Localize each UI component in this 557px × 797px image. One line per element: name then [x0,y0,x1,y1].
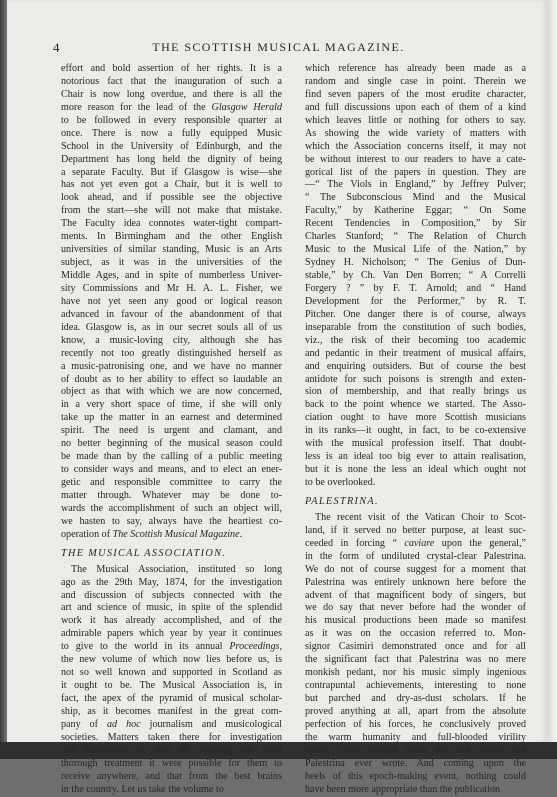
text-line: Chair is now long overdue, and there is all the [61,88,282,100]
text-line: know, a music-loving city, although she has [61,334,282,346]
text-line: subject, as it was in the universities of the [61,257,282,269]
text-line: have been more appropriate than the publication [305,783,501,795]
text-line: Forgery ? ” by F. T. Arnold; and “ Hand [305,282,526,294]
text-line: back to the point whence we started. The Asso- [305,399,526,411]
text-line: and pedantic in their treatment of musical affairs, [305,347,526,359]
text-line: Music to the Musical Life of the Nation,” by [305,244,526,256]
text-line: no better beginning of the musical season could [61,438,282,450]
text-line: ago as the 29th May, 1874, for the investigation [61,576,282,588]
text-line: once. There is now a fully equipped Music [61,127,282,139]
text-line: art and science of music, in spite of the splendid [61,602,282,614]
text-line: we hasten to say, always have the heartiest co- [61,515,282,527]
right-column [305,63,526,797]
text-line: his musical productions been made so manifest [305,615,526,627]
text-line: as it was on the occasion referred to. Mon- [305,628,526,640]
text-line: School in the University of Edinburgh, and the [61,140,282,152]
text-line: ciation ought to have more Scottish musicians [305,412,526,424]
text-line: advent of that magnificent body of singers, but [305,589,526,601]
text-line: take up the matter in an earnest and determined [61,412,282,424]
text-line: societies. Matters taken there for investigation [61,731,282,743]
text-line: ceeded in forcing “ caviare upon the general,” [305,537,526,549]
text-line: find seven papers of the most erudite character, [305,88,526,100]
text-line: we do say that never before had the wonder of [305,602,526,614]
text-line: a music-patronising one, and we have no manner [61,360,282,372]
right-paragraph-2 [305,512,526,797]
text-line: have not yet seen any good or logical reason [61,295,282,307]
left-column [61,63,282,797]
text-line: inseparable from the constitution of such bodies, [305,321,526,333]
text-line: more reason for the lead of the Glasgow Herald [61,101,282,113]
text-line: wards the accomplishment of such an object will, [61,502,282,514]
text-line: to consider ways and means, and to elect an ener- [61,464,282,476]
text-line: admirable papers which year by year it continues [61,628,282,640]
text-line: fact, the apex of the pyramid of musical scholar- [61,693,282,704]
text-line: universities of similar standing, Music is an Arts [61,244,282,256]
text-line: the warm humanity and full-blooded virility [305,731,526,743]
text-line: look ahead, and if possible see the objective [61,192,282,204]
section-heading-palestrina: PALESTRINA. [305,495,379,507]
text-line: gorical list of the papers in question. They are [305,166,526,178]
text-line: Palestrina was entirely unknown here before the [305,576,526,588]
text-line: which flows through every bar and phrase that [305,744,526,756]
text-line: with the musical profession itself. That doubt- [305,438,526,450]
right-paragraph-1 [305,63,526,490]
text-line: Faculty,” by Katherine Eggar; “ On Some [305,205,526,217]
running-title: THE SCOTTISH MUSICAL MAGAZINE. [152,40,405,54]
text-line: in the form of undiluted crystal-clear Palestrina. [305,550,526,562]
text-line: be made than by the calling of a public meeting [61,451,282,463]
text-line: in a very short space of time, if she will only [61,399,282,411]
text-line: thorough treatment it were possible for them to [61,757,282,769]
text-line: Pitcher. One danger there is of course, always [305,308,526,320]
text-line: recently not too greatly distinguished herself as [61,347,282,359]
section-heading-musical-association: THE MUSICAL ASSOCIATION. [61,547,227,559]
text-line: advanced in favour of the abandonment of that [61,308,282,320]
text-line: The Faculty idea connotes water-tight compart- [61,218,282,230]
text-line: —“ The Viols in England,” by Jeffrey Pulver; [305,179,526,191]
text-line: perfection of his forces, he conclusively proved [305,718,526,730]
text-line: object as that with which we are now concerned, [61,386,282,398]
text-line: getic and responsible committee to carry the [61,477,282,488]
text-line: and discussion are sure of receiving the most [61,744,282,756]
text-line: As showing the wide variety of matters with [305,127,526,139]
text-line: stable,” by Ch. Van Den Borren; “ A Correlli [305,270,526,281]
text-line: which reference has already been made as a [305,63,526,74]
text-line: monkish pedant, nor his music simply ingenious [305,667,526,679]
text-line: Department has long held the dignity of being [61,153,282,165]
text-line: of doubt as to her ability to effect so laudable an [61,373,282,385]
text-line: it ought to be. The Musical Association is, in [61,680,282,692]
text-line: but it is none the less an ideal which ought not [305,464,526,476]
text-line: the significant fact that Palestrina was no mere [305,654,526,666]
text-line: signor Casimiri demonstrated once and for all [305,641,526,653]
text-line: Charles Stanford; “ The Relation of Church [305,231,526,243]
text-line: antidote for such poisons is strength and exten- [305,373,526,385]
left-paragraph-1 [61,63,282,542]
scan-left-edge [0,0,7,759]
text-line: work it has already accomplished, and of the [61,615,282,627]
text-line: land, if it served no better purpose, at least suc- [305,524,526,536]
page-number: 4 [53,40,60,55]
text-line: random and single case in point. Therein we [305,75,526,87]
text-line: effort and bold assertion of her rights. It is a [61,63,282,74]
scan-right-edge [547,0,557,759]
text-line: to be followed in every responsible quarter at [61,114,282,126]
text-line: to be overlooked. [305,477,376,488]
text-line: idea. Glasgow is, as in our secret souls all of us [61,321,282,333]
text-line: Middle Ages, and in spite of numberless Univer- [61,270,282,281]
text-line: ments. In Birmingham and the other English [61,231,282,243]
text-line: and discussion of subjects connected with the [61,589,282,601]
text-line: but parched and dry-as-dust scholars. If he [305,693,526,704]
text-line: in its ranks—it ought, in fact, to be co-extensive [305,425,526,437]
text-line: from the start—she will not make that mistake. [61,205,282,217]
text-line: less is an ideal too big ever to attain realisation, [305,451,526,463]
text-line: pany of ad hoc journalism and musicological [61,718,282,730]
text-line: viz., the risk of their becoming too academic [305,334,526,346]
text-line: contrapuntal achievements, interesting to none [305,680,526,692]
text-line: has not yet even got a Chair, but it is well to [61,179,282,191]
text-line: sion of membership, and that really brings us [305,386,526,398]
text-line: a separate Faculty. But if Glasgow is wise—she [61,166,282,178]
text-line: and enquiring outsiders. But of course the best [305,360,526,372]
text-line: “ The Subconscious Mind and the Musical [305,192,526,204]
text-line: the new volume of which now lies before us, is [61,654,282,666]
left-paragraph-2 [61,564,282,797]
text-line: to give to the world in its annual Proceedings, [61,641,282,653]
text-line: ship, as it becomes manifest in the great com- [61,705,282,717]
text-line: receive anywhere, and that from the best brains [61,770,282,782]
text-line: matter through. Whatever may be done to- [61,489,282,501]
text-line: be without interest to our readers to have a cate- [305,153,526,165]
text-line: Recent Tendencies in Composition,” by Sir [305,218,526,230]
text-line: which the Association concerns itself, it may not [305,140,526,152]
text-line: Development for the Performer,” by R. T. [305,295,526,307]
text-line: operation of The Scottish Musical Magazine. [61,528,243,540]
text-line: proved anything at all, apart from the absolute [305,705,526,717]
text-line: The recent visit of the Vatican Choir to Scot- [315,511,526,523]
text-line: notorious fact that the inauguration of such a [61,75,282,87]
text-line: We do not of course suggest for a moment that [305,563,526,575]
text-line: The Musical Association, instituted so long [71,563,282,575]
text-line: heels of this epoch-making event, nothing could [305,770,526,782]
text-line: not so well known and supported in Scotland as [61,667,282,679]
text-line: sity Commissions and Mr H. A. L. Fisher, we [61,282,282,294]
text-line: which leaves little or nothing for others to say. [305,114,526,126]
text-line: Palestrina ever wrote. And coming upon the [305,757,526,769]
text-line: spirit. The need is urgent and clamant, and [61,425,282,437]
text-line: and full discussions upon each of them of a kind [305,101,526,113]
text-line: Sydney H. Nicholson; “ The Genius of Dun- [305,257,526,269]
text-line: in the country. Let us take the volume to [61,783,224,795]
